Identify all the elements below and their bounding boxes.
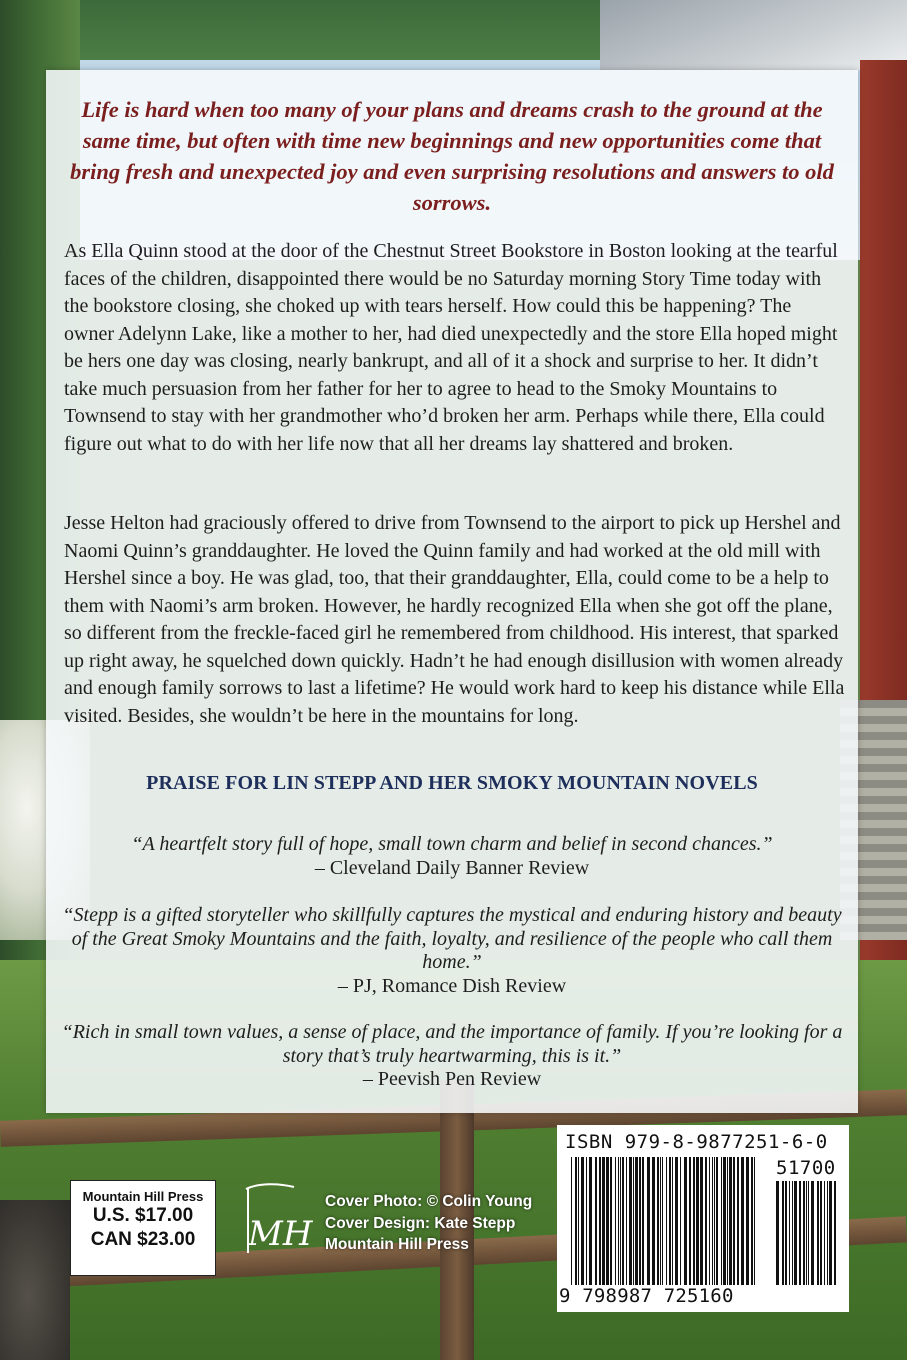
barcode-bar bbox=[657, 1157, 659, 1285]
barcode-bar bbox=[618, 1157, 619, 1285]
barcode-addon-bars bbox=[776, 1181, 840, 1285]
barcode-bar bbox=[635, 1157, 638, 1285]
barcode-bar bbox=[705, 1157, 707, 1285]
rocks bbox=[0, 1200, 70, 1360]
barcode-bar bbox=[727, 1157, 728, 1285]
barcode-bar bbox=[829, 1181, 832, 1285]
barcode-bar bbox=[586, 1157, 587, 1285]
price-box-publisher: Mountain Hill Press bbox=[82, 1189, 204, 1204]
tree-line bbox=[60, 0, 620, 60]
barcode-bars bbox=[571, 1157, 757, 1285]
barcode-bar bbox=[599, 1157, 601, 1285]
barcode-bar bbox=[737, 1157, 739, 1285]
barcode-bar bbox=[675, 1157, 678, 1285]
barcode-bar bbox=[672, 1157, 673, 1285]
barcode-bar bbox=[716, 1157, 718, 1285]
barcode-bar bbox=[733, 1157, 735, 1285]
price-addon-label: 51700 bbox=[776, 1157, 836, 1179]
barcode-bar bbox=[610, 1157, 612, 1285]
isbn-label: ISBN 979-8-9877251-6-0 bbox=[565, 1131, 828, 1153]
barcode-bar bbox=[615, 1157, 616, 1285]
barcode-bar bbox=[824, 1181, 825, 1285]
barcode-bar bbox=[803, 1181, 805, 1285]
barcode-bar bbox=[662, 1157, 663, 1285]
barcode-bar bbox=[792, 1181, 793, 1285]
barcode-bar bbox=[746, 1157, 749, 1285]
barcode-bar bbox=[629, 1157, 632, 1285]
isbn-barcode bbox=[557, 1125, 849, 1312]
barcode-bar bbox=[626, 1157, 627, 1285]
praise-heading: PRAISE FOR LIN STEPP AND HER SMOKY MOUNTAIN NOVELS bbox=[146, 772, 758, 794]
barcode-bar bbox=[834, 1181, 836, 1285]
back-cover-text-panel bbox=[46, 70, 858, 1113]
credits-publisher: Mountain Hill Press bbox=[325, 1236, 469, 1253]
review-source: – PJ, Romance Dish Review bbox=[337, 974, 567, 997]
barcode-bar bbox=[712, 1157, 713, 1285]
barcode-bar bbox=[808, 1181, 809, 1285]
barcode-bar bbox=[827, 1181, 828, 1285]
cover-design-credit: Cover Design: Kate Stepp bbox=[325, 1214, 516, 1232]
barcode-bar bbox=[642, 1157, 644, 1285]
barcode-bar bbox=[595, 1157, 597, 1285]
barcode-bar bbox=[817, 1181, 819, 1285]
barcode-bar bbox=[754, 1157, 755, 1285]
barcode-bar bbox=[669, 1157, 671, 1285]
publisher-logo-icon bbox=[238, 1175, 313, 1275]
barcode-bar bbox=[652, 1157, 655, 1285]
barcode-bar bbox=[660, 1157, 661, 1285]
barcode-bar bbox=[571, 1157, 572, 1285]
barcode-bar bbox=[666, 1157, 667, 1285]
synopsis-paragraph: As Ella Quinn stood at the door of the Chestnut Street Bookstore in Boston looking at the tearful faces of the children, disappointed there would be no Saturday morning Story Time today with the bookstore closing, she choked up with tears herself. How could this be happening? The owner Adelynn Lake, like a mother to her, had died unexpectedly and the store Ella hoped might be hers one day was closing, nearly bankrupt, and all of it a shock and surprise to her. It didn’t take much persuasion from her father for her to agree to head to the Smoky Mountains to Townsend to stay with her grandmother who’d broken her arm. Perhaps while there, Ella could figure out what to do with her life now that all her dreams lay shattered and broken. bbox=[64, 240, 838, 455]
barcode-bar bbox=[723, 1157, 726, 1285]
barcode-bar bbox=[799, 1181, 801, 1285]
barcode-bar bbox=[578, 1157, 579, 1285]
review bbox=[60, 904, 844, 998]
barcode-bar bbox=[602, 1157, 605, 1285]
barcode-bar bbox=[741, 1157, 744, 1285]
barcode-bar bbox=[693, 1157, 695, 1285]
barcode-bar bbox=[589, 1157, 592, 1285]
review bbox=[60, 833, 844, 880]
cover-credits bbox=[325, 1191, 532, 1256]
barcode-bar bbox=[647, 1157, 650, 1285]
barcode-bar bbox=[696, 1157, 699, 1285]
barcode-bar bbox=[751, 1157, 753, 1285]
review-quote: “Stepp is a gifted storyteller who skillfully captures the mystical and enduring history and beauty of the Great Smoky Mountains and the faith, loyalty, and resilience of the people who call them home.” bbox=[62, 904, 842, 973]
barcode-bar bbox=[575, 1157, 577, 1285]
review bbox=[60, 1021, 844, 1092]
synopsis-paragraph: Jesse Helton had graciously offered to drive from Townsend to the airport to pick up Hershel and Naomi Quinn’s granddaughter. He loved the Quinn family and had worked at the old mill with Hershel since a boy. He was glad, too, that their granddaughter, Ella, could come to be a help to them with Naomi’s arm broken. However, he hardly recognized Ella when she got off the plane, so different from the freckle-faced girl he remembered from childhood. His interest, that sparked up right away, he squelched down quickly. Hadn’t he had enough disillusion with women already and enough family sorrows to last a lifetime? He would work hard to keep his distance while Ella visited. Besides, she wouldn’t be here in the mountains for long. bbox=[64, 512, 845, 727]
barcode-bar bbox=[811, 1181, 814, 1285]
us-price: U.S. $17.00 bbox=[92, 1205, 194, 1226]
barcode-bar bbox=[785, 1181, 787, 1285]
can-price: CAN $23.00 bbox=[90, 1229, 196, 1250]
review-quote: “Rich in small town values, a sense of place, and the importance of family. If you’re looking for a story that’s truly heartwarming, this is it.” bbox=[61, 1021, 843, 1067]
logo-monogram: MH bbox=[248, 1214, 313, 1254]
price-box bbox=[70, 1180, 216, 1276]
barcode-bar bbox=[714, 1157, 715, 1285]
barcode-bar bbox=[581, 1157, 584, 1285]
barcode-bar bbox=[622, 1157, 624, 1285]
barcode-bar bbox=[729, 1157, 732, 1285]
barcode-bar bbox=[606, 1157, 609, 1285]
barcode-bar bbox=[789, 1181, 790, 1285]
barcode-bar bbox=[721, 1157, 722, 1285]
cover-photo-credit: Cover Photo: © Colin Young bbox=[325, 1193, 533, 1210]
barcode-bar bbox=[620, 1157, 621, 1285]
barcode-bar bbox=[689, 1157, 691, 1285]
barcode-bar bbox=[782, 1181, 784, 1285]
tagline: Life is hard when too many of your plans and dreams crash to the ground at the same time, but often with time new beginnings and new opportunities come that bring fresh and unexpected joy and even surprising resolutions and answers to old sorrows. bbox=[70, 97, 834, 215]
barcode-bar bbox=[820, 1181, 822, 1285]
barcode-bar bbox=[684, 1157, 687, 1285]
review-source: – Peevish Pen Review bbox=[362, 1068, 542, 1090]
barcode-bar bbox=[639, 1157, 641, 1285]
review-quote: “A heartfelt story full of hope, small town charm and belief in second chances.” bbox=[131, 833, 773, 855]
barcode-bar bbox=[709, 1157, 710, 1285]
barcode-bar bbox=[700, 1157, 703, 1285]
barcode-bar bbox=[794, 1181, 797, 1285]
barcode-bar bbox=[806, 1181, 807, 1285]
barcode-digits: 9 798987 725160 bbox=[559, 1285, 734, 1307]
barcode-bar bbox=[680, 1157, 681, 1285]
barcode-bar bbox=[633, 1157, 634, 1285]
review-source: – Cleveland Daily Banner Review bbox=[314, 856, 590, 879]
barcode-bar bbox=[776, 1181, 779, 1285]
